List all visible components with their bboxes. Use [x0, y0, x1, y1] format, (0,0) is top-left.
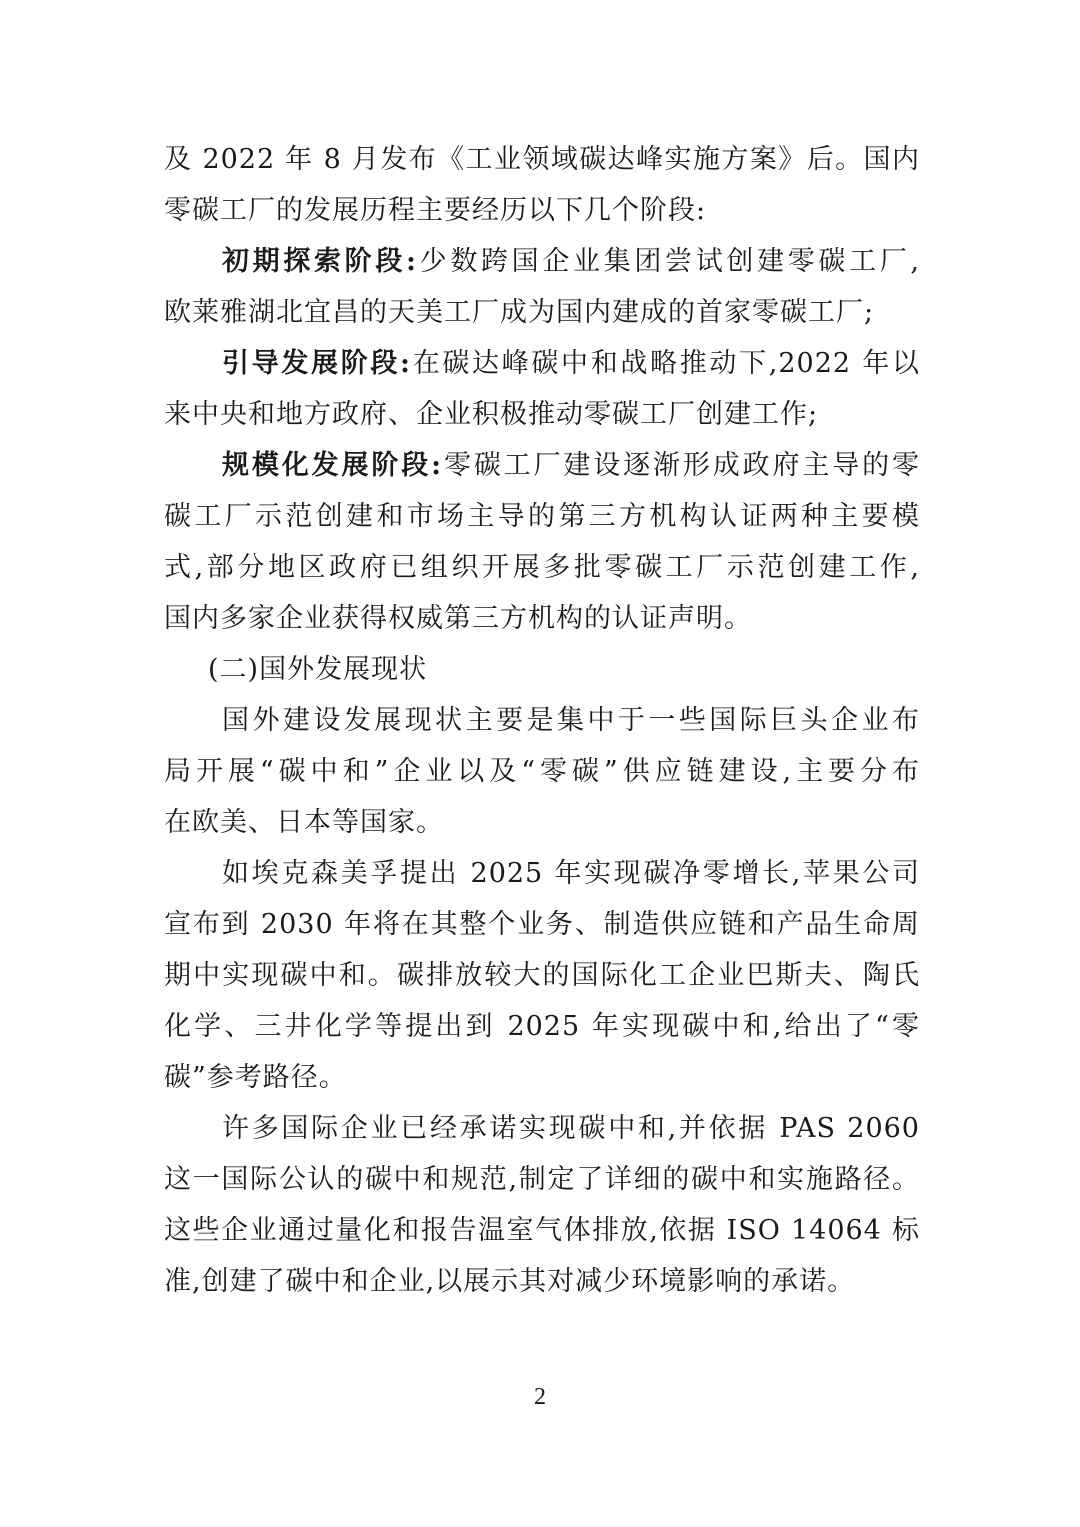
- stage-text: 少数跨国企业集团尝试创建零碳工厂,: [417, 246, 920, 277]
- section-heading: (二)国外发展现状: [208, 654, 428, 685]
- text-line: [164, 236, 920, 287]
- stage-label: 初期探索阶段:: [222, 246, 417, 277]
- page-number: 2: [534, 1384, 546, 1410]
- text-line: 国外建设发展现状主要是集中于一些国际巨头企业布: [222, 705, 920, 736]
- text-line: 式,部分地区政府已组织开展多批零碳工厂示范创建工作,: [164, 552, 920, 583]
- stage-text: 在碳达峰碳中和战略推动下,2022 年以: [411, 348, 920, 379]
- text-line: 碳”参考路径。: [164, 1062, 347, 1093]
- stage-label: 规模化发展阶段:: [222, 450, 443, 481]
- text-line: 许多国际企业已经承诺实现碳中和,并依据 PAS 2060: [222, 1113, 920, 1144]
- text-line: 期中实现碳中和。碳排放较大的国际化工企业巴斯夫、陶氏: [164, 960, 920, 991]
- text-line: 如埃克森美孚提出 2025 年实现碳净零增长,苹果公司: [222, 858, 920, 889]
- paragraph: [164, 440, 920, 644]
- paragraph: [164, 848, 920, 1103]
- text-line: 准,创建了碳中和企业,以展示其对减少环境影响的承诺。: [164, 1266, 856, 1297]
- text-line: 来中央和地方政府、企业积极推动零碳工厂创建工作;: [164, 399, 819, 430]
- paragraph: [164, 1103, 920, 1307]
- text-line: 及 2022 年 8 月发布《工业领域碳达峰实施方案》后。国内: [164, 144, 920, 175]
- paragraph: [164, 695, 920, 848]
- text-line: 在欧美、日本等国家。: [164, 807, 444, 838]
- document-page: [164, 134, 920, 1307]
- text-line: 这些企业通过量化和报告温室气体排放,依据 ISO 14064 标: [164, 1215, 920, 1246]
- paragraph: [164, 134, 920, 236]
- text-line: 这一国际公认的碳中和规范,制定了详细的碳中和实施路径。: [164, 1164, 920, 1195]
- text-line: [164, 338, 920, 389]
- text-line: [164, 440, 920, 491]
- text-line: 化学、三井化学等提出到 2025 年实现碳中和,给出了“零: [164, 1011, 920, 1042]
- text-line: 碳工厂示范创建和市场主导的第三方机构认证两种主要模: [164, 501, 920, 532]
- text-line: 宣布到 2030 年将在其整个业务、制造供应链和产品生命周: [164, 909, 920, 940]
- paragraph: [164, 236, 920, 338]
- text-line: 国内多家企业获得权威第三方机构的认证声明。: [164, 603, 752, 634]
- text-line: 零碳工厂的发展历程主要经历以下几个阶段:: [164, 195, 707, 226]
- stage-text: 零碳工厂建设逐渐形成政府主导的零: [442, 450, 920, 481]
- paragraph: [164, 338, 920, 440]
- text-line: 局开展“碳中和”企业以及“零碳”供应链建设,主要分布: [164, 756, 920, 787]
- text-line: 欧莱雅湖北宜昌的天美工厂成为国内建成的首家零碳工厂;: [164, 297, 875, 328]
- stage-label: 引导发展阶段:: [222, 348, 412, 379]
